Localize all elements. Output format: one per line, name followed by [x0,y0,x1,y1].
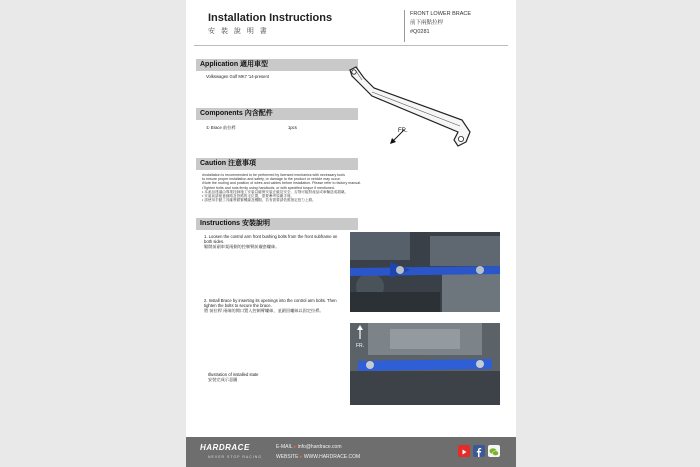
brand-logo: HARDRACE [200,443,250,452]
caution-note: • 請使用手動工具確實鎖緊螺絲及螺帽，若有需要請依照指定扭力上鎖。 [202,198,316,203]
header-rule [194,45,508,46]
instruction-sheet [186,0,516,467]
undercarriage-photo-1 [350,232,500,312]
website-label: WEBSITE [276,454,299,460]
components-heading: Components 內含配件 [196,108,358,120]
step-2 [204,298,344,313]
caution-note: •Installation is recommended to be performed by licensed mechanics with necessary tools [202,173,345,177]
website-line: WEBSITE ▸ WWW.HARDRACE.COM [276,454,361,460]
vehicle-application: Volkswagen Golf MK7 '14-present [206,74,269,79]
step-1 [204,234,344,249]
illustration-caption-text: Illustration of installed state [208,372,259,377]
wechat-icon[interactable] [488,445,500,457]
facebook-icon[interactable] [473,445,485,457]
caution-heading: Caution 注意事項 [196,158,358,170]
illustration-caption-chinese: 安裝完成示意圖 [208,377,238,382]
step-2-text-chinese: 將 前拉桿 兩端的開口置入控制臂螺絲，並鎖回螺絲以固定拉桿。 [204,308,324,313]
photo-direction-label: FR. [356,343,365,349]
part-number: #Q0281 [410,29,430,35]
product-name-chinese: 前下兩點拉桿 [410,20,444,26]
undercarriage-photo-2 [350,323,500,405]
page-title-chinese: 安 裝 說 明 書 [208,28,269,35]
brand-tagline: NEVER STOP RACING [208,455,263,459]
caution-note: • 本產品建議由專業技師施工安裝以確保安裝正確及安全，否則可能對產品或車輛造成損壞。 [202,189,349,194]
footer [186,437,516,467]
email-line: E-MAIL ▸ info@hardrace.com [276,444,342,450]
instructions-heading: Instructions 安裝說明 [196,218,358,230]
step-1-text-chinese: 鬆開前副車架兩側的控制臂前襯套螺絲。 [204,244,280,249]
component-item-qty: 1pcs [288,125,297,130]
application-heading: Application 適用車型 [196,59,358,71]
product-name: FRONT LOWER BRACE [410,11,472,17]
component-item-name: ① Brace 前拉桿 [206,125,236,130]
illustration-caption [208,372,328,382]
caution-note: •Note the routing and position of wires and cables before installation. Please refer to factory manual. [202,181,362,186]
page-title: Installation Instructions [208,12,333,24]
brace-part-drawing [342,62,478,156]
caution-note: •Tighten bolts and nuts firmly using handtools, or with specified torque if mentioned. [202,185,335,190]
email-label: E-MAIL [276,444,293,450]
caution-notes [202,173,402,202]
email-link[interactable]: info@hardrace.com [297,444,342,450]
youtube-icon[interactable] [458,445,470,457]
caution-note: • 安裝前請留意線路及管路的走位置，需要參考原廠手冊。 [202,194,295,199]
website-link[interactable]: WWW.HARDRACE.COM [303,454,361,460]
product-info [410,10,471,37]
caution-note: to ensure proper installation and safety, or damage to the product or vehicle may occur. [202,177,341,182]
step-1-text: 1. Loosen the control arm front bushing bolts from the front subframe on both sides. [204,234,338,244]
header-divider [404,10,405,42]
direction-label: FR. [398,128,408,134]
step-1-photo [350,232,500,312]
step-2-text: 2. Install Brace by inserting its openings into the control arm bolts. Then tighten the bolts to secure the brace. [204,298,337,308]
step-2-photo [350,323,500,405]
